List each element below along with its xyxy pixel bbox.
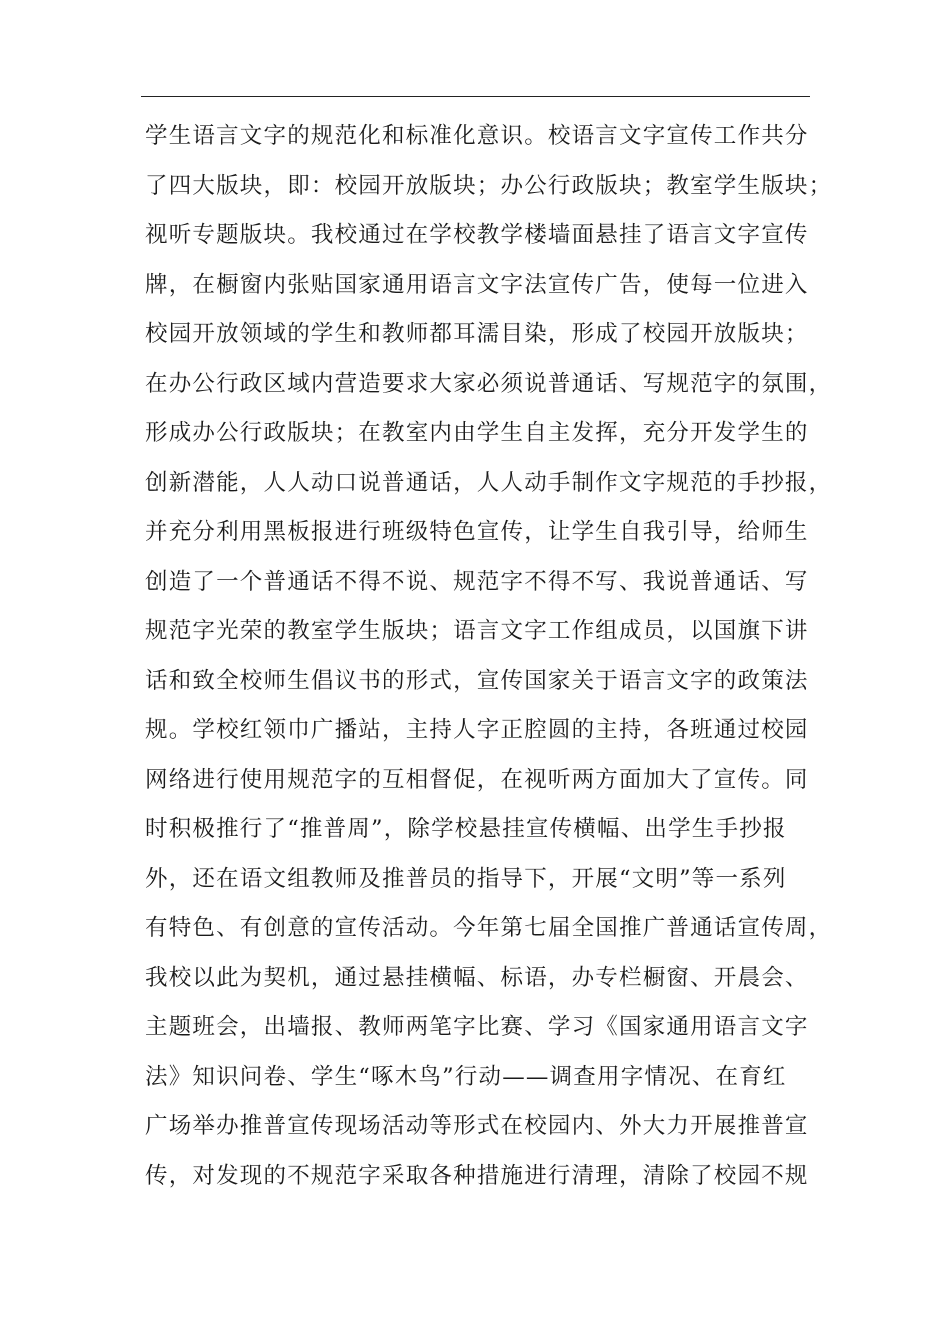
text-line: 了四大版块，即：校园开放版块；办公行政版块；教室学生版块；	[145, 172, 833, 199]
text-line: 主题班会，出墙报、教师两笔字比赛、学习《国家通用语言文字	[145, 1014, 809, 1040]
text-line: 外，还在语文组教师及推普员的指导下，开展“文明”等一系列	[145, 865, 787, 892]
text-line: 规。学校红领巾广播站，主持人字正腔圆的主持，各班通过校园	[145, 717, 809, 743]
text-line: 形成办公行政版块；在教室内由学生自主发挥，充分开发学生的	[145, 420, 809, 446]
text-line: 视听专题版块。我校通过在学校教学楼墙面悬挂了语言文字宣传	[145, 222, 809, 248]
text-line: 牌，在橱窗内张贴国家通用语言文字法宣传广告，使每一位进入	[145, 271, 809, 298]
header-rule	[141, 96, 810, 97]
text-line: 传，对发现的不规范字采取各种措施进行清理，清除了校园不规	[145, 1162, 809, 1189]
text-line: 学生语言文字的规范化和标准化意识。校语言文字宣传工作共分	[145, 123, 809, 149]
text-line: 规范字光荣的教室学生版块；语言文字工作组成员，以国旗下讲	[145, 618, 809, 644]
text-line: 话和致全校师生倡议书的形式，宣传国家关于语言文字的政策法	[145, 667, 809, 694]
text-line: 时积极推行了“推普周”，除学校悬挂宣传横幅、出学生手抄报	[145, 816, 787, 842]
text-line: 有特色、有创意的宣传活动。今年第七届全国推广普通话宣传周，	[145, 915, 833, 941]
text-line: 校园开放领域的学生和教师都耳濡目染，形成了校园开放版块；	[145, 321, 809, 347]
text-line: 创造了一个普通话不得不说、规范字不得不写、我说普通话、写	[145, 568, 809, 595]
text-line: 我校以此为契机，通过悬挂横幅、标语，办专栏橱窗、开晨会、	[145, 964, 809, 991]
text-line: 并充分利用黑板报进行班级特色宣传，让学生自我引导，给师生	[145, 519, 809, 545]
text-line: 法》知识问卷、学生“啄木鸟”行动——调查用字情况、在育红	[145, 1063, 787, 1090]
text-line: 在办公行政区域内营造要求大家必须说普通话、写规范字的氛围，	[145, 370, 833, 397]
text-line: 网络进行使用规范字的互相督促，在视听两方面加大了宣传。同	[145, 766, 809, 793]
body-text	[145, 112, 845, 1201]
text-line: 创新潜能，人人动口说普通话，人人动手制作文字规范的手抄报，	[145, 469, 833, 496]
text-line: 广场举办推普宣传现场活动等形式在校园内、外大力开展推普宣	[145, 1113, 809, 1139]
